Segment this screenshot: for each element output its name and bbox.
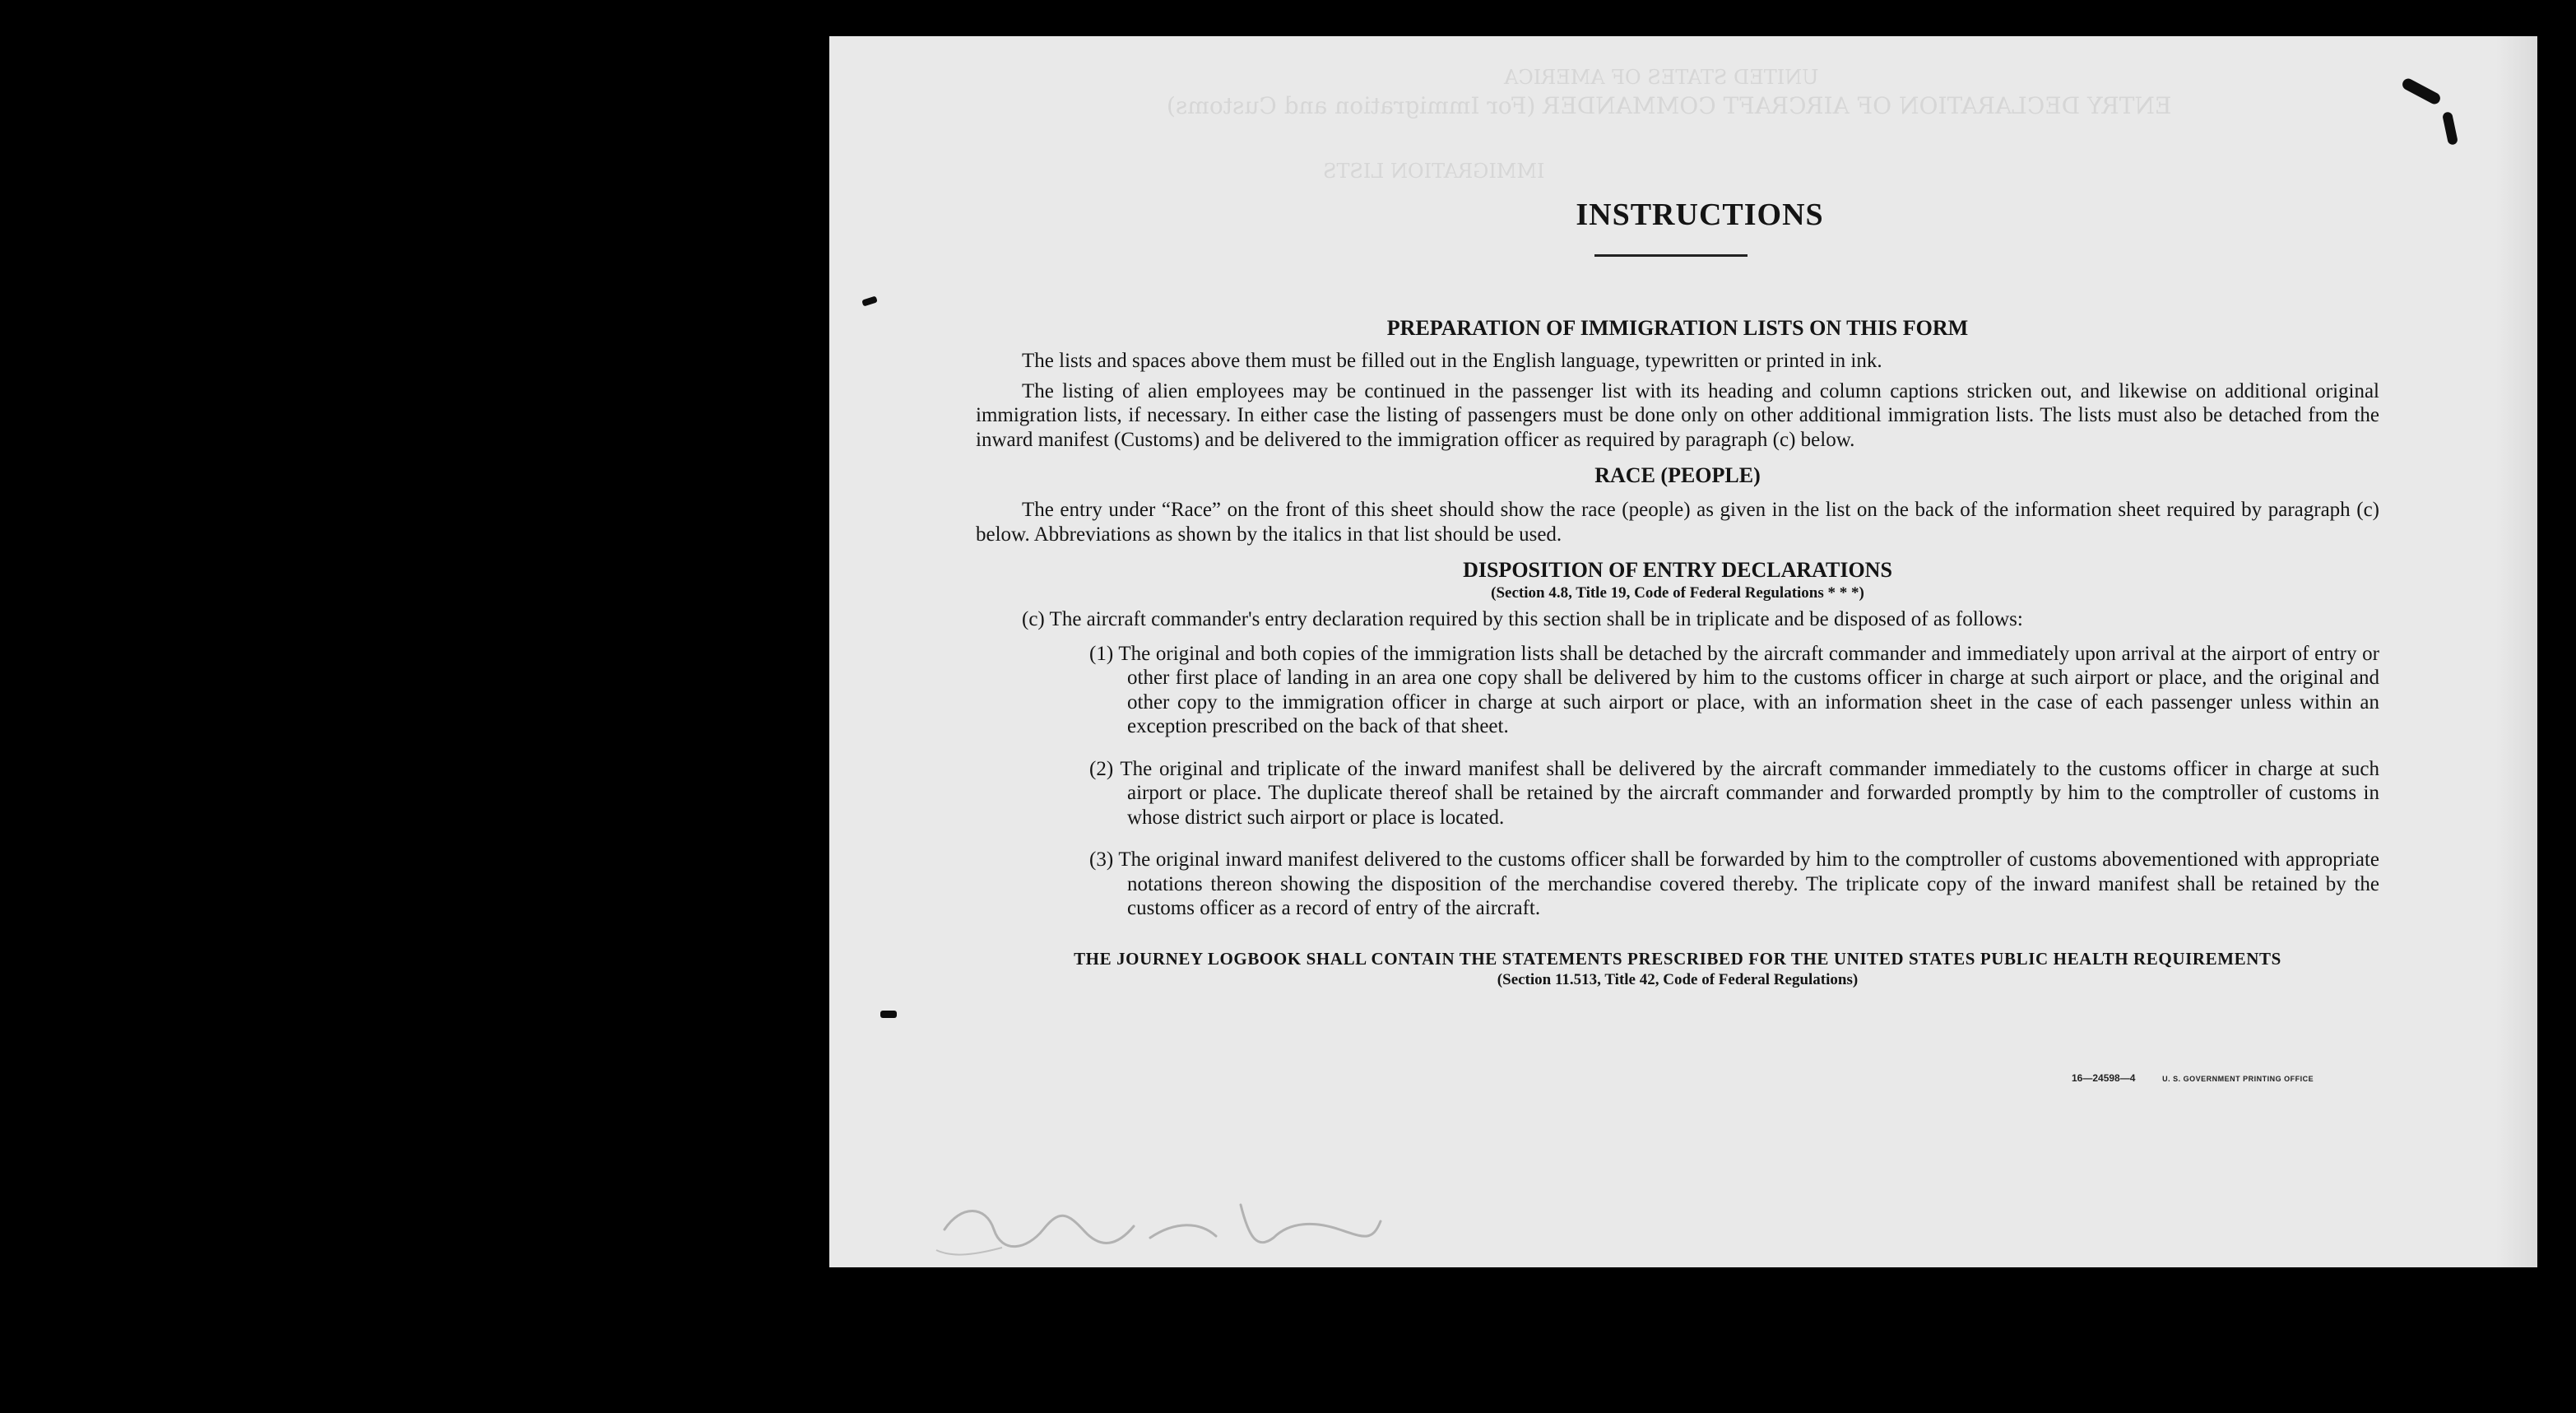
logbook-citation: (Section 11.513, Title 42, Code of Federal Regulations) bbox=[1497, 970, 1859, 988]
disposition-item-1: (1) The original and both copies of the immigration lists shall be detached by the aircraft commander and immediately upon arrival at the airport of entry or other first place of landing in an area one copy shall be delivered by him to the customs officer in charge at such airport or place, and the original and other copy to the immigration officer in charge at such airport or place, with an information sheet in the case of each passenger unless within an exception prescribed on the back of that sheet. bbox=[1089, 642, 2379, 737]
signature-scrawl bbox=[928, 1172, 1389, 1267]
race-heading: RACE (PEOPLE) bbox=[1594, 463, 1761, 487]
disposition-heading: DISPOSITION OF ENTRY DECLARATIONS bbox=[1463, 558, 1892, 582]
corner-ink-blot bbox=[2401, 77, 2443, 106]
disposition-item-3: (3) The original inward manifest delivered to the customs officer shall be forwarded by him to the comptroller of customs abovementioned with appropriate notations thereon showing the disposition of the merchandise covered thereby. The triplicate copy of the inward manifest shall be retained by the customs officer as a record of entry of the aircraft. bbox=[1089, 848, 2379, 919]
title-underline bbox=[1594, 254, 1748, 257]
printer-name: U. S. GOVERNMENT PRINTING OFFICE bbox=[2162, 1075, 2314, 1083]
disposition-citation: (Section 4.8, Title 19, Code of Federal Regulations * * *) bbox=[1491, 584, 1864, 602]
race-paragraph: The entry under “Race” on the front of this sheet should show the race (people) as given in the list on the back of the information sheet required by paragraph (c) below. Abbreviations as shown by the italics in that list should be used. bbox=[976, 499, 2379, 546]
preparation-paragraph-2: The listing of alien employees may be continued in the passenger list with its heading and column captions stricken out, and likewise on additional original immigration lists, if necessary. In either case the listing of passengers must be done only on other additional immigration lists. The lists must also be detached from the inward manifest (Customs) and be delivered to the immigration officer as required by paragraph (c) below. bbox=[976, 379, 2379, 451]
show-through-line-2: ENTRY DECLARATION OF AIRCRAFT COMMANDER (For Immigration and Customs) bbox=[1167, 92, 2172, 119]
punch-mark-bottom bbox=[880, 1011, 897, 1018]
show-through-line-1: UNITED STATES OF AMERICA bbox=[1504, 66, 1819, 89]
disposition-item-2: (2) The original and triplicate of the inward manifest shall be delivered by the aircraft commander immediately to the customs officer in charge at such airport or place. The duplicate thereof shall be retained by the aircraft commander and forwarded promptly by him to the comptroller of customs in whose district such airport or place is located. bbox=[1089, 757, 2379, 829]
print-code: 16—24598—4 bbox=[2072, 1072, 2136, 1084]
show-through-line-3: IMMIGRATION LISTS bbox=[1323, 160, 1545, 183]
punch-mark-top bbox=[861, 295, 878, 306]
preparation-heading: PREPARATION OF IMMIGRATION LISTS ON THIS FORM bbox=[1386, 316, 1969, 340]
printer-imprint bbox=[2072, 1072, 2314, 1084]
page-edge-shadow bbox=[2496, 36, 2537, 1267]
instructions-body bbox=[976, 316, 2379, 994]
logbook-statement: THE JOURNEY LOGBOOK SHALL CONTAIN THE STATEMENTS PRESCRIBED FOR THE UNITED STATES PUBLIC HEALTH REQUIREMENTS bbox=[1074, 948, 2281, 969]
corner-ink-blot-tail bbox=[2442, 111, 2458, 146]
preparation-paragraph-1: The lists and spaces above them must be filled out in the English language, typewritten or printed in ink. bbox=[1022, 350, 1882, 372]
document-title: INSTRUCTIONS bbox=[1576, 198, 1824, 232]
disposition-clause-c: (c) The aircraft commander's entry declaration required by this section shall be in triplicate and be disposed of as follows: bbox=[1022, 608, 2023, 630]
scanned-page bbox=[829, 36, 2537, 1267]
